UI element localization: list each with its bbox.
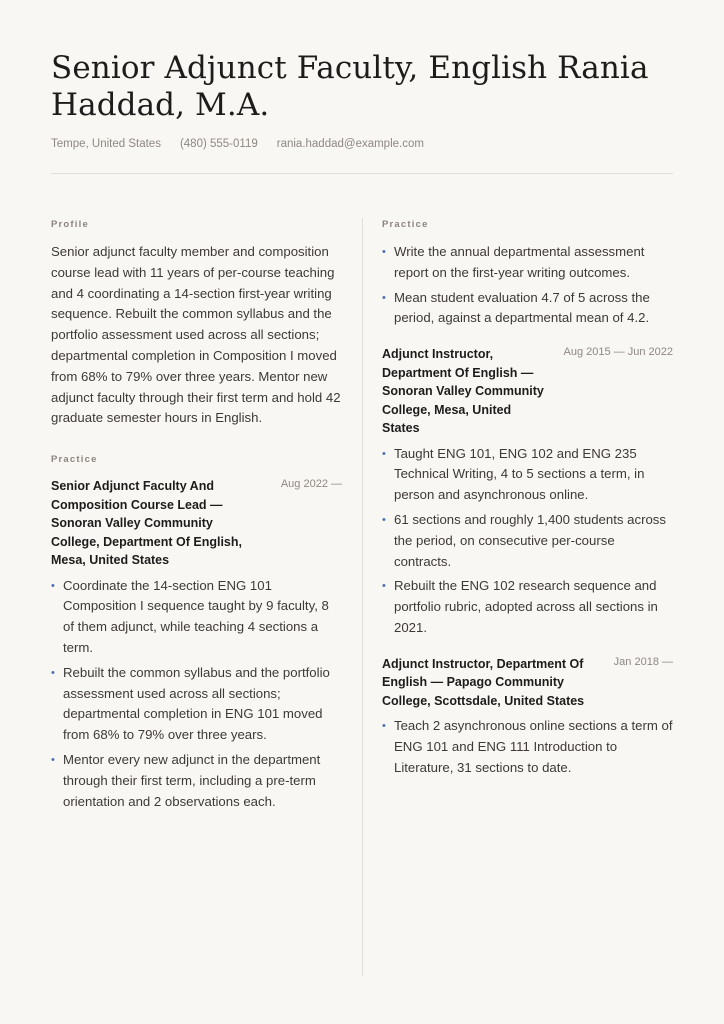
job-bullet: • Write the annual departmental assessment report on the first-year writing outcomes. [382,242,673,284]
job-bullets [382,444,673,639]
job-bullet: • Rebuilt the ENG 102 research sequence and portfolio rubric, adopted across all sections in 2021. [382,576,673,638]
left-column [51,219,342,828]
job-date: Aug 2022 — [280,478,342,491]
job-date: Aug 2015 — Jun 2022 [563,346,673,359]
job-entry [382,655,673,779]
job-bullet: • Rebuilt the common syllabus and the portfolio assessment used across all sections; departmental completion in ENG 101 moved from 68% to 79% over three years. [51,663,342,746]
practice-heading: Practice [51,454,98,466]
continued-bullets [382,242,673,329]
candidate-name: Senior Adjunct Faculty, English Rania Haddad, M.A. [51,50,649,123]
profile-summary: Senior adjunct faculty member and composition course lead with 11 years of per-course teaching and 4 coordinating a 14-section first-year writing sequence. Rebuilt the common syllabus and the portfolio assessment used across all sections; departmental completion in Composition I moved from 68% to 79% over three years. Mentor new adjunct faculty through their first term and hold 42 graduate semester hours in English. [51,244,341,426]
header-divider [51,173,673,174]
job-bullet: • Teach 2 asynchronous online sections a term of ENG 101 and ENG 111 Introduction to Literature, 31 sections to date. [382,716,673,778]
job-bullet: • Taught ENG 101, ENG 102 and ENG 235 Technical Writing, 4 to 5 sections a term, in person and asynchronous online. [382,444,673,506]
right-column [382,219,673,795]
job-header [51,477,342,570]
job-header [382,345,673,438]
job-title: Senior Adjunct Faculty And Composition Course Lead — Sonoran Valley Community College, Department Of English, Mesa, United States [51,479,242,568]
phone-text: (480) 555-0119 [179,138,258,150]
job-bullet: • Mentor every new adjunct in the department through their first term, including a pre-term orientation and 2 observations each. [51,750,342,812]
job-bullet: • Mean student evaluation 4.7 of 5 across the period, against a departmental mean of 4.2. [382,288,673,330]
job-header [382,655,673,711]
location-text: Tempe, United States [51,138,161,150]
practice-heading-continued: Practice [382,219,429,230]
contact-line [51,138,673,150]
resume-header [51,50,673,150]
job-bullet: • Coordinate the 14-section ENG 101 Composition I sequence taught by 9 faculty, 8 of them adjunct, while teaching 4 sections a term. [51,576,342,659]
job-entry [51,477,342,812]
job-title: Adjunct Instructor, Department Of English — Sonoran Valley Community College, Mesa, United States [382,347,544,436]
profile-heading: Profile [51,219,89,230]
job-bullets [51,576,342,813]
job-bullets [382,716,673,778]
email-text: rania.haddad@example.com [276,138,424,150]
job-date: Jan 2018 — [613,655,673,668]
job-bullet: • 61 sections and roughly 1,400 students across the period, on consecutive per-course contracts. [382,510,673,572]
job-title: Adjunct Instructor, Department Of English — Papago Community College, Scottsdale, United States [382,656,585,708]
job-entry [382,345,673,639]
column-divider [362,218,363,976]
